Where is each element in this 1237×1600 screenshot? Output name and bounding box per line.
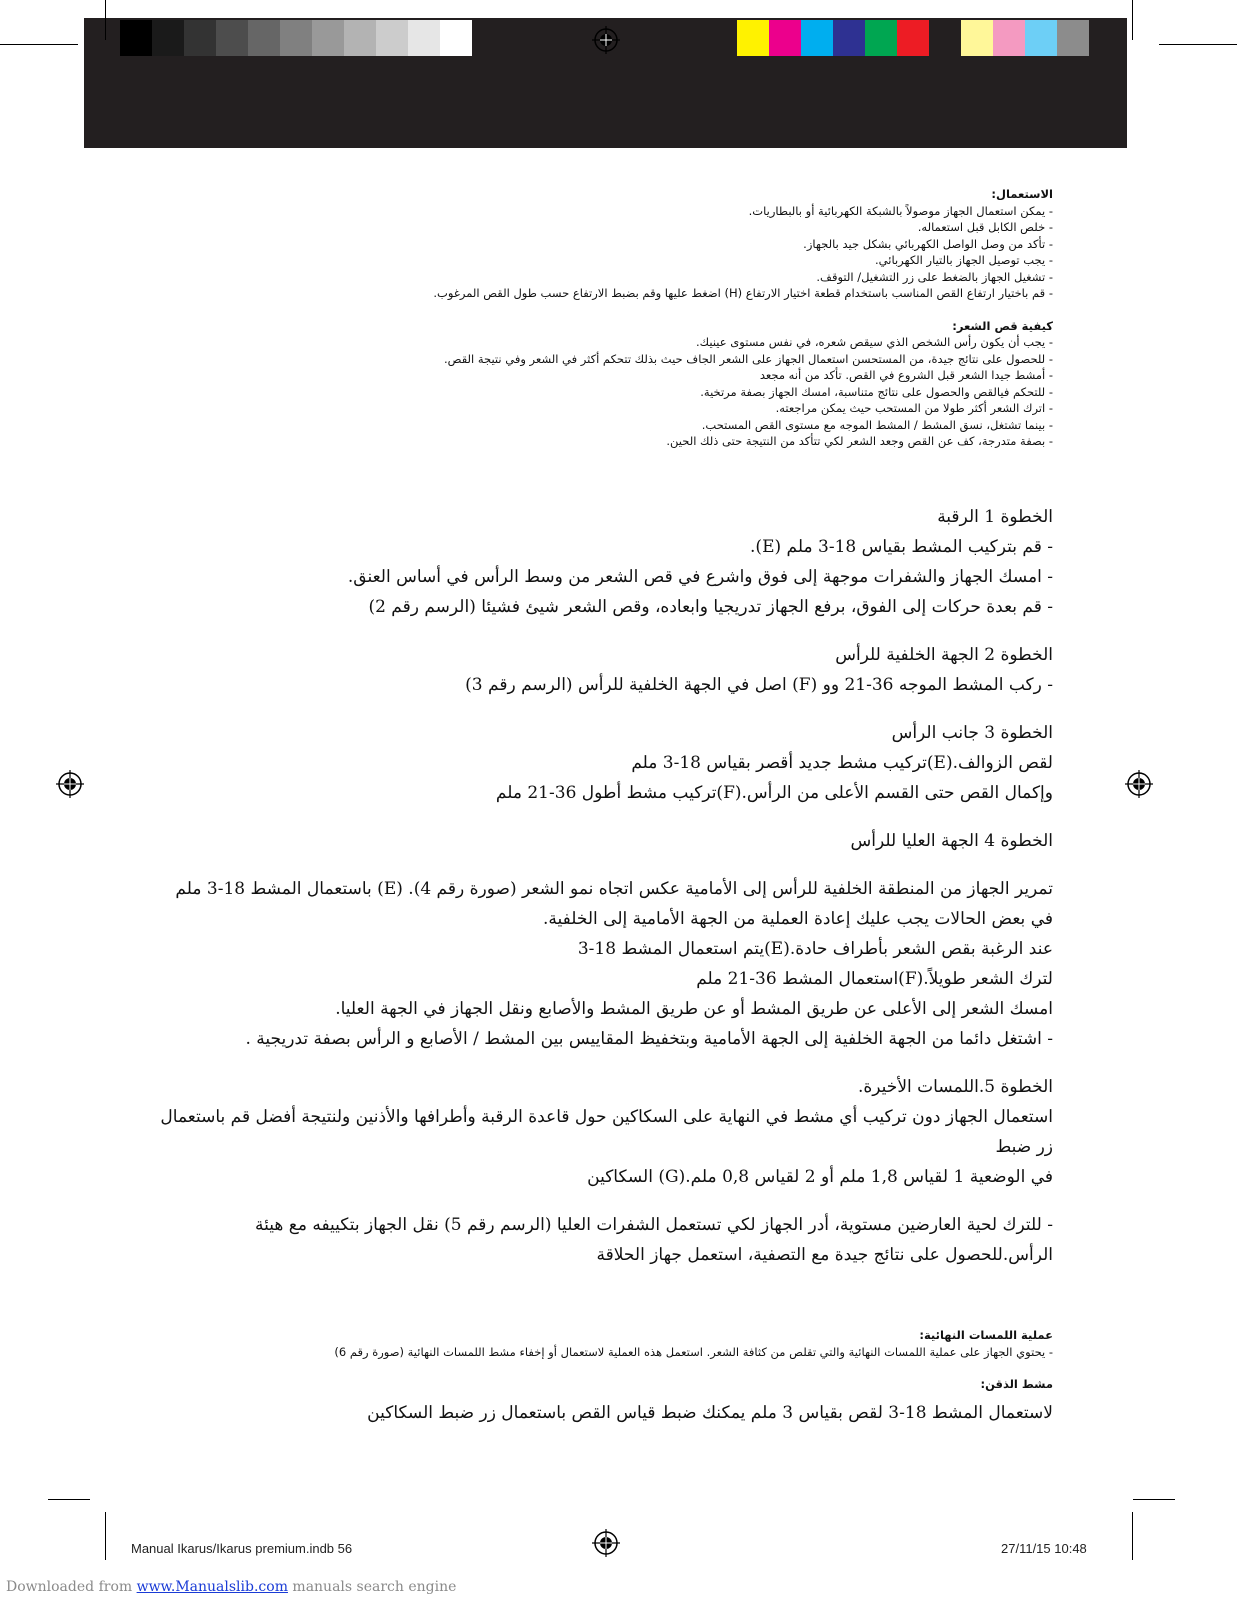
step1-line: - قم بتركيب المشط بقياس 18-3 ملم (E). [750, 537, 1053, 557]
step4-title: الخطوة 4 الجهة العليا للرأس [850, 831, 1053, 851]
color-swatch [993, 20, 1025, 56]
step4-line: - اشتغل دائما من الجهة الخلفية إلى الجهة الأمامية وبتخفيظ المقاييس بين المشط / الأصابع و الرأس بصفة تدريجية . [245, 1029, 1053, 1049]
how-to-cut-line: - يجب أن يكون رأس الشخص الذي سيقص شعره، في نفس مستوى عينيك. [696, 335, 1053, 349]
step2-line: - ركب المشط الموجه 36-21 وو (F) اصل في الجهة الخلفية للرأس (الرسم رقم 3) [465, 675, 1053, 695]
how-to-cut-line: - اترك الشعر أكثر طولا من المستحب حيث يمكن مراجعته. [775, 401, 1053, 415]
crop-mark [105, 0, 106, 40]
color-swatch [344, 20, 376, 56]
crop-mark [0, 44, 78, 45]
usage-line: - تأكد من وصل الواصل الكهربائي بشكل جيد بالجهاز. [803, 236, 1053, 251]
footer-file-name: Manual Ikarus/Ikarus premium.indb 56 [131, 1541, 353, 1556]
step3-line: وإكمال القص حتى القسم الأعلى من الرأس.(F)تركيب مشط أطول 36-21 ملم [495, 783, 1053, 803]
beard-line: - للترك لحية العارضين مستوية، أدر الجهاز لكي تستعمل الشفرات العليا (الرسم رقم 5) نقل الجهاز بتكييفه مع هيئة الرأس.للحصول على نتائج جيدة مع التصفية، استعمل جهاز الحلاقة [255, 1215, 1053, 1265]
step5-line: استعمال الجهاز دون تركيب أي مشط في النهاية على السكاكين حول قاعدة الرقبة وأطرافها والأذنين ولنتيجة أفضل قم باستعمال زر ضبط [160, 1107, 1053, 1157]
finishing-line: - يحتوي الجهاز على عملية اللمسات النهائية والتي تقلص من كثافة الشعر. استعمل هذه العملية لاستعمال أو إخفاء مشط اللمسات النهائية (صورة رقم 6) [334, 1344, 1053, 1359]
crop-mark [1132, 1512, 1133, 1560]
watermark-prefix: Downloaded from [6, 1579, 137, 1595]
color-swatch [737, 20, 769, 56]
process-color-bar [737, 20, 1089, 56]
registration-mark-icon [1125, 770, 1153, 798]
color-swatch [152, 20, 184, 56]
chin-comb-line: لاستعمال المشط 18-3 لقص بقياس 3 ملم يمكنك ضبط قياس القص باستعمال زر ضبط السكاكين [367, 1403, 1053, 1423]
color-swatch [312, 20, 344, 56]
usage-line: - يجب توصيل الجهاز بالتيار الكهربائي. [875, 253, 1053, 267]
registration-mark-icon [592, 26, 620, 54]
color-swatch [280, 20, 312, 56]
crop-mark [1132, 0, 1133, 40]
color-swatch [216, 20, 248, 56]
usage-title: الاستعمال: [991, 187, 1053, 201]
step5-title: الخطوة 5.اللمسات الأخيرة. [857, 1077, 1053, 1097]
chin-comb-title: مشط الذقن: [980, 1377, 1053, 1391]
color-swatch [1057, 20, 1089, 56]
step4-line: في بعض الحالات يجب عليك إعادة العملية من الجهة الأمامية إلى الخلفية. [543, 909, 1053, 929]
color-swatch [929, 20, 961, 56]
step2-title: الخطوة 2 الجهة الخلفية للرأس [835, 645, 1053, 665]
footer-date: 27/11/15 10:48 [1001, 1541, 1087, 1556]
step1-line: - امسك الجهاز والشفرات موجهة إلى فوق واشرع في قص الشعر من وسط الرأس في أساس العنق. [347, 567, 1053, 587]
step1-line: - قم بعدة حركات إلى الفوق، برفع الجهاز تدريجيا وابعاده، وقص الشعر شيئ فشيئا (الرسم رقم 2) [368, 597, 1053, 617]
step4-line: لترك الشعر طويلاً.(F)استعمال المشط 36-21 ملم [696, 969, 1053, 989]
color-swatch [897, 20, 929, 56]
how-to-cut-line: - للتحكم فيالقص والحصول على نتائج متناسبة، امسك الجهاز بصفة مرتخية. [700, 384, 1053, 399]
manualslib-link[interactable]: www.Manualslib.com [136, 1579, 288, 1595]
step4-line: عند الرغبة بقص الشعر بأطراف حادة.(E)يتم استعمال المشط 18-3 [577, 939, 1053, 959]
how-to-cut-line: - للحصول على نتائج جيدة، من المستحسن استعمال الجهاز على الشعر الجاف حيث بذلك تتحكم أكثر في الشعر وفي نتيجة القص. [443, 351, 1053, 366]
color-swatch [248, 20, 280, 56]
step4-line: تمرير الجهاز من المنطقة الخلفية للرأس إلى الأمامية عكس اتجاه نمو الشعر (صورة رقم 4). (E) باستعمال المشط 18-3 ملم [175, 879, 1053, 899]
color-swatch [120, 20, 152, 56]
watermark-suffix: manuals search engine [287, 1579, 457, 1595]
how-to-cut-line: - بصفة متدرجة، كف عن القص وجعد الشعر لكي تتأكد من النتيجة حتى ذلك الحين. [666, 434, 1053, 448]
usage-section [160, 186, 1053, 450]
chin-comb-section [160, 1398, 1053, 1428]
color-swatch [833, 20, 865, 56]
step5-line: في الوضعية 1 لقياس 1,8 ملم أو 2 لقياس 0,8 ملم.(G) السكاكين [587, 1167, 1053, 1187]
grayscale-color-bar [120, 20, 472, 56]
registration-mark-icon [592, 1529, 620, 1557]
step3-title: الخطوة 3 جانب الرأس [891, 723, 1053, 743]
how-to-cut-line: - أمشط جيدا الشعر قبل الشروع في القص. تأكد من أنه مجعد [759, 368, 1053, 382]
color-swatch [865, 20, 897, 56]
finishing-title: عملية اللمسات النهائية: [919, 1328, 1053, 1342]
crop-mark [1133, 1499, 1175, 1500]
usage-line: - يمكن استعمال الجهاز موصولاً بالشبكة الكهربائية أو بالبطاريات. [748, 203, 1053, 218]
color-swatch [801, 20, 833, 56]
color-swatch [184, 20, 216, 56]
registration-mark-icon [56, 770, 84, 798]
step1-title: الخطوة 1 الرقبة [937, 507, 1053, 527]
finishing-section [160, 1327, 1053, 1393]
color-swatch [408, 20, 440, 56]
step4-line: امسك الشعر إلى الأعلى عن طريق المشط أو عن طريق المشط والأصابع ونقل الجهاز في الجهة العليا. [335, 999, 1053, 1019]
color-swatch [440, 20, 472, 56]
crop-mark [1159, 44, 1237, 45]
usage-line: - قم باختيار ارتفاع القص المناسب باستخدام قطعة اختيار الارتفاع (H) اضغط عليها وقم بضبط الارتفاع حسب طول القص المرغوب. [433, 286, 1053, 300]
crop-mark [48, 1499, 90, 1500]
how-to-cut-line: - بينما تشتغل، نسق المشط / المشط الموجه مع مستوى القص المستحب. [701, 417, 1053, 432]
steps-section [160, 502, 1053, 1270]
color-swatch [961, 20, 993, 56]
color-swatch [769, 20, 801, 56]
crop-mark [105, 1512, 106, 1560]
download-watermark [6, 1579, 456, 1595]
how-to-cut-title: كيفية قص الشعر: [952, 318, 1053, 333]
step3-line: لقص الزوالف.(E)تركيب مشط جديد أقصر بقياس 18-3 ملم [631, 753, 1053, 773]
usage-line: - خلص الكابل قبل استعماله. [917, 220, 1053, 234]
color-swatch [376, 20, 408, 56]
usage-line: - تشغيل الجهاز بالضغط على زر التشغيل/ التوقف. [816, 269, 1053, 284]
color-swatch [1025, 20, 1057, 56]
